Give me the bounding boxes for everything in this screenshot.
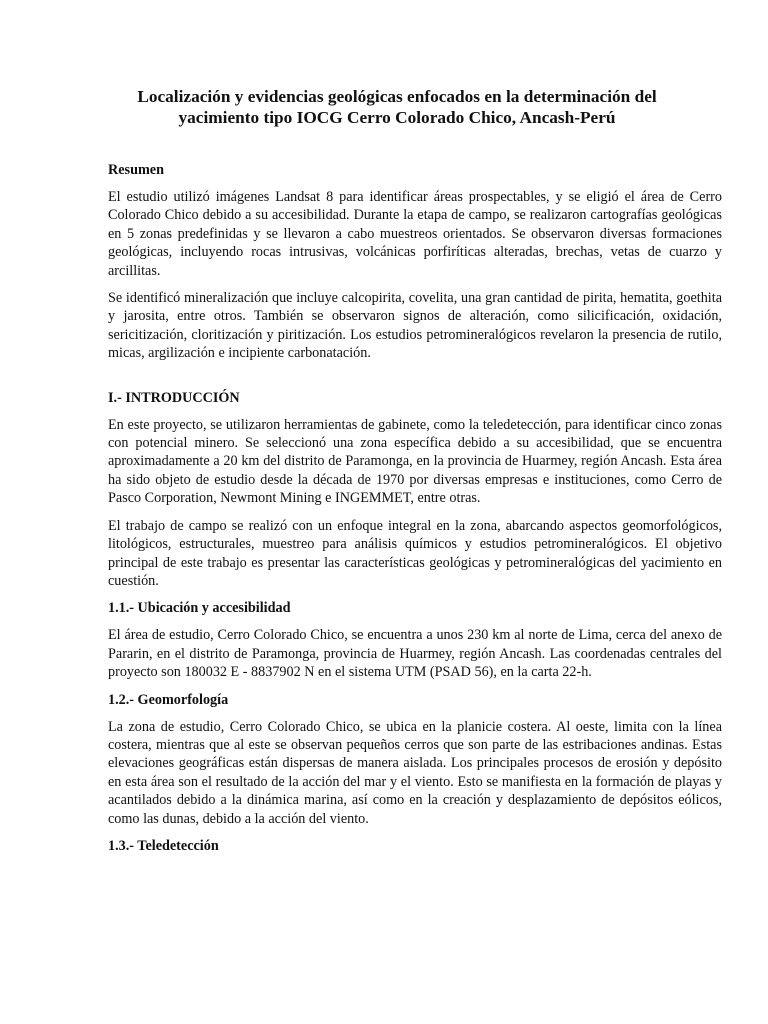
location-heading: 1.1.- Ubicación y accesibilidad — [108, 600, 291, 617]
document-title: Localización y evidencias geológicas enfocados en la determinación del yacimiento tipo IOCG Cerro Colorado Chico, Ancash-Perú — [137, 87, 657, 127]
geomorphology-heading: 1.2.- Geomorfología — [108, 691, 229, 708]
introduction-paragraph: El trabajo de campo se realizó con un enfoque integral en la zona, abarcando aspectos geomorfológicos, litológicos, estructurales, muestreo para análisis químicos y estudios petromineralógicos. El objetivo principal de este trabajo es presentar las características geológicas y petromineralógicas del yacimiento en cuestión. — [108, 517, 722, 589]
introduction-heading: I.- INTRODUCCIÓN — [108, 389, 240, 406]
abstract-paragraph: El estudio utilizó imágenes Landsat 8 para identificar áreas prospectables, y se eligió el área de Cerro Colorado Chico debido a su accesibilidad. Durante la etapa de campo, se realizaron cartografías geológicas en 5 zonas predefinidas y se llevaron a cabo muestreos orientados. Se observaron diversas formaciones geológicas, incluyendo rocas intrusivas, volcánicas porfiríticas alteradas, brechas, vetas de cuarzo y arcillitas. — [108, 189, 722, 279]
document-page — [108, 86, 722, 864]
geomorphology-paragraph: La zona de estudio, Cerro Colorado Chico, se ubica en la planicie costera. Al oeste, limita con la línea costera, mientras que al este se observan pequeños cerros que son parte de las estribaciones andinas. Estas elevaciones geográficas están dispersas de manera aislada. Los principales procesos de erosión y depósito en esta área son el resultado de la acción del mar y el viento. Esto se manifiesta en la formación de playas y acantilados debido a la dinámica marina, así como en la creación y desplazamiento de depósitos eólicos, como las dunas, debido a la acción del viento. — [108, 718, 722, 827]
location-paragraph: El área de estudio, Cerro Colorado Chico, se encuentra a unos 230 km al norte de Lima, cerca del anexo de Pararin, en el distrito de Paramonga, provincia de Huarmey, región Ancash. Las coordenadas centrales del proyecto son 180032 E - 8837902 N en el sistema UTM (PSAD 56), en la carta 22-h. — [108, 627, 722, 681]
abstract-heading: Resumen — [108, 162, 164, 178]
introduction-paragraph: En este proyecto, se utilizaron herramientas de gabinete, como la teledetección, para identificar cinco zonas con potencial minero. Se seleccionó una zona específica debido a su accesibilidad, que se encuentra aproximadamente a 20 km del distrito de Paramonga, en la provincia de Huarmey, región Ancash. Esta área ha sido objeto de estudio desde la década de 1970 por diversas empresas e instituciones, como Cerro de Pasco Corporation, Newmont Mining e INGEMMET, entre otras. — [108, 416, 722, 507]
abstract-paragraph: Se identificó mineralización que incluye calcopirita, covelita, una gran cantidad de pirita, hematita, goethita y jarosita, entre otros. También se observaron signos de alteración, como silicificación, oxidación, sericitización, cloritización y piritización. Los estudios petromineralógicos revelaron la presencia de rutilo, micas, argilización e incipiente carbonatación. — [108, 290, 722, 362]
remote-sensing-heading: 1.3.- Teledetección — [108, 837, 219, 854]
